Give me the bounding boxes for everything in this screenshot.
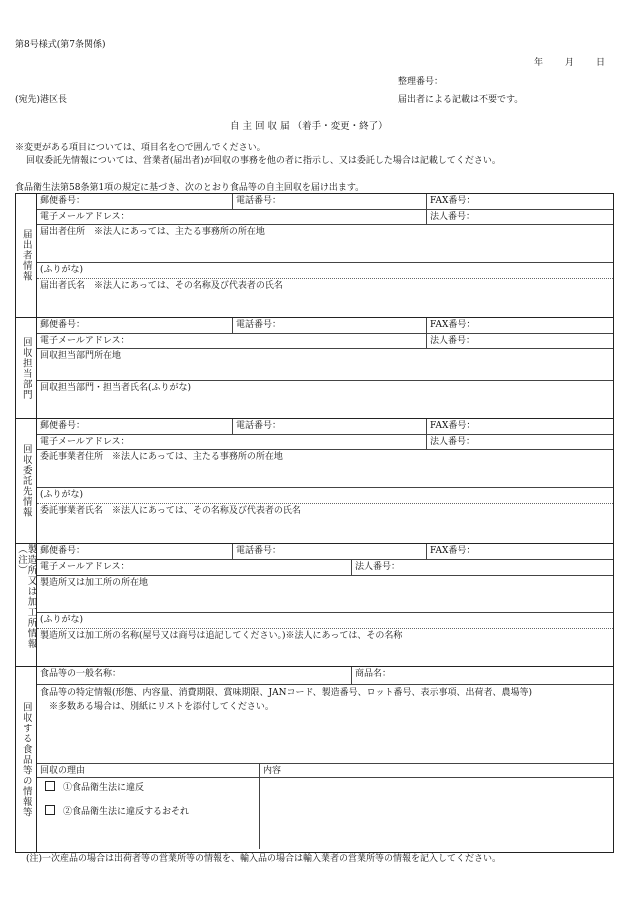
email-field[interactable]: 電子メールアドレス： xyxy=(40,212,130,222)
postal-field[interactable]: 郵便番号： xyxy=(40,421,86,431)
footnote: (注)一次産品の場合は出荷者等の営業所等の情報を、輸入品の場合は輸入業者の営業所等の情報を記入してください。 xyxy=(26,854,502,864)
furigana-field[interactable]: (ふりがな) xyxy=(40,265,84,275)
section-label: 回収委託先情報 xyxy=(20,444,32,518)
fax-field[interactable]: FAX番号： xyxy=(426,194,613,209)
date-day: 日 xyxy=(596,58,606,68)
ref-note: 届出者による記載は不要です。 xyxy=(398,95,524,105)
section-contractor xyxy=(16,419,613,544)
checkbox-icon[interactable] xyxy=(45,781,55,791)
reason-label: 回収の理由 xyxy=(37,764,259,778)
note-2: 回収委託先情報については、営業者(届出者)が回収の事務を他の者に指示し、又は委託した場合は記載してください。 xyxy=(26,156,501,166)
date-line xyxy=(512,55,605,68)
general-name-field[interactable]: 食品等の一般名称： xyxy=(40,669,122,679)
specific-info-label: 食品等の特定情報(形態、内容量、消費期限、賞味期限、JANコード、製造番号、ロット番号、表示事項、出荷者、農場等) xyxy=(40,688,533,698)
note-1: ※変更がある項目については、項目名を○で囲んでください。 xyxy=(15,143,266,153)
section-recall-dept xyxy=(16,318,613,419)
name-field[interactable]: 届出者氏名 ※法人にあっては、その名称及び代表者の氏名 xyxy=(40,281,283,291)
addressee: (宛先)港区長 xyxy=(15,95,68,105)
list-note: ※多数ある場合は、別紙にリストを添付してください。 xyxy=(49,702,274,712)
section-factory xyxy=(16,544,613,667)
email-field[interactable]: 電子メールアドレス： xyxy=(40,336,130,346)
postal-field[interactable]: 郵便番号： xyxy=(40,320,86,330)
address-field[interactable]: 委託事業者住所 ※法人にあっては、主たる事務所の所在地 xyxy=(40,452,283,462)
content-label: 内容 xyxy=(260,764,613,778)
section-applicant xyxy=(16,194,613,318)
fax-field[interactable]: FAX番号： xyxy=(426,318,613,333)
specific-info-field[interactable] xyxy=(37,685,613,764)
section-label: 回収担当部門 xyxy=(20,336,32,400)
section-label: 届出者情報 xyxy=(20,229,32,282)
name-field[interactable]: 製造所又は加工所の名称(屋号又は商号は追記してください。)※法人にあっては、その名称 xyxy=(40,631,403,641)
phone-field[interactable]: 電話番号： xyxy=(232,544,426,559)
intro-text: 食品衛生法第58条第1項の規定に基づき、次のとおり食品等の自主回収を届け出ます。 xyxy=(15,183,365,193)
reason-option-1[interactable]: ①食品衛生法に違反 xyxy=(37,780,259,795)
postal-field[interactable]: 郵便番号： xyxy=(40,196,86,206)
phone-field[interactable]: 電話番号： xyxy=(232,194,426,209)
fax-field[interactable]: FAX番号： xyxy=(426,419,613,434)
furigana-field[interactable]: (ふりがな) xyxy=(40,615,84,625)
reason-option-2[interactable]: ②食品衛生法に違反するおそれ xyxy=(37,804,259,819)
postal-field[interactable]: 郵便番号： xyxy=(40,546,86,556)
form-title: 自 主 回 収 届 （着手・変更・終了） xyxy=(230,121,388,132)
corp-number-field[interactable]: 法人番号： xyxy=(351,560,613,575)
address-field[interactable]: 届出者住所 ※法人にあっては、主たる事務所の所在地 xyxy=(40,227,265,237)
name-field[interactable]: 回収担当部門・担当者氏名(ふりがな) xyxy=(40,383,192,393)
recall-form xyxy=(15,193,614,853)
corp-number-field[interactable]: 法人番号： xyxy=(426,334,613,348)
furigana-field[interactable]: (ふりがな) xyxy=(40,490,84,500)
section-label: 回収する食品等の情報等 xyxy=(20,701,32,818)
corp-number-field[interactable]: 法人番号： xyxy=(426,435,613,449)
email-field[interactable]: 電子メールアドレス： xyxy=(40,562,130,572)
email-field[interactable]: 電子メールアドレス： xyxy=(40,437,130,447)
corp-number-field[interactable]: 法人番号： xyxy=(426,210,613,224)
ref-number: 整理番号： xyxy=(398,77,444,87)
section-product xyxy=(16,667,613,852)
form-number: 第8号様式(第7条関係) xyxy=(15,40,106,50)
date-year: 年 xyxy=(534,58,544,68)
checkbox-icon[interactable] xyxy=(45,805,55,815)
brand-name-field[interactable]: 商品名： xyxy=(351,667,613,684)
phone-field[interactable]: 電話番号： xyxy=(232,318,426,333)
section-label: 製造所又は加工所情報（注） xyxy=(16,544,37,649)
address-field[interactable]: 製造所又は加工所の所在地 xyxy=(40,578,149,588)
address-field[interactable]: 回収担当部門所在地 xyxy=(40,351,122,361)
content-field[interactable] xyxy=(260,778,613,846)
date-month: 月 xyxy=(565,58,575,68)
fax-field[interactable]: FAX番号： xyxy=(426,544,613,559)
name-field[interactable]: 委託事業者氏名 ※法人にあっては、その名称及び代表者の氏名 xyxy=(40,506,301,516)
phone-field[interactable]: 電話番号： xyxy=(232,419,426,434)
